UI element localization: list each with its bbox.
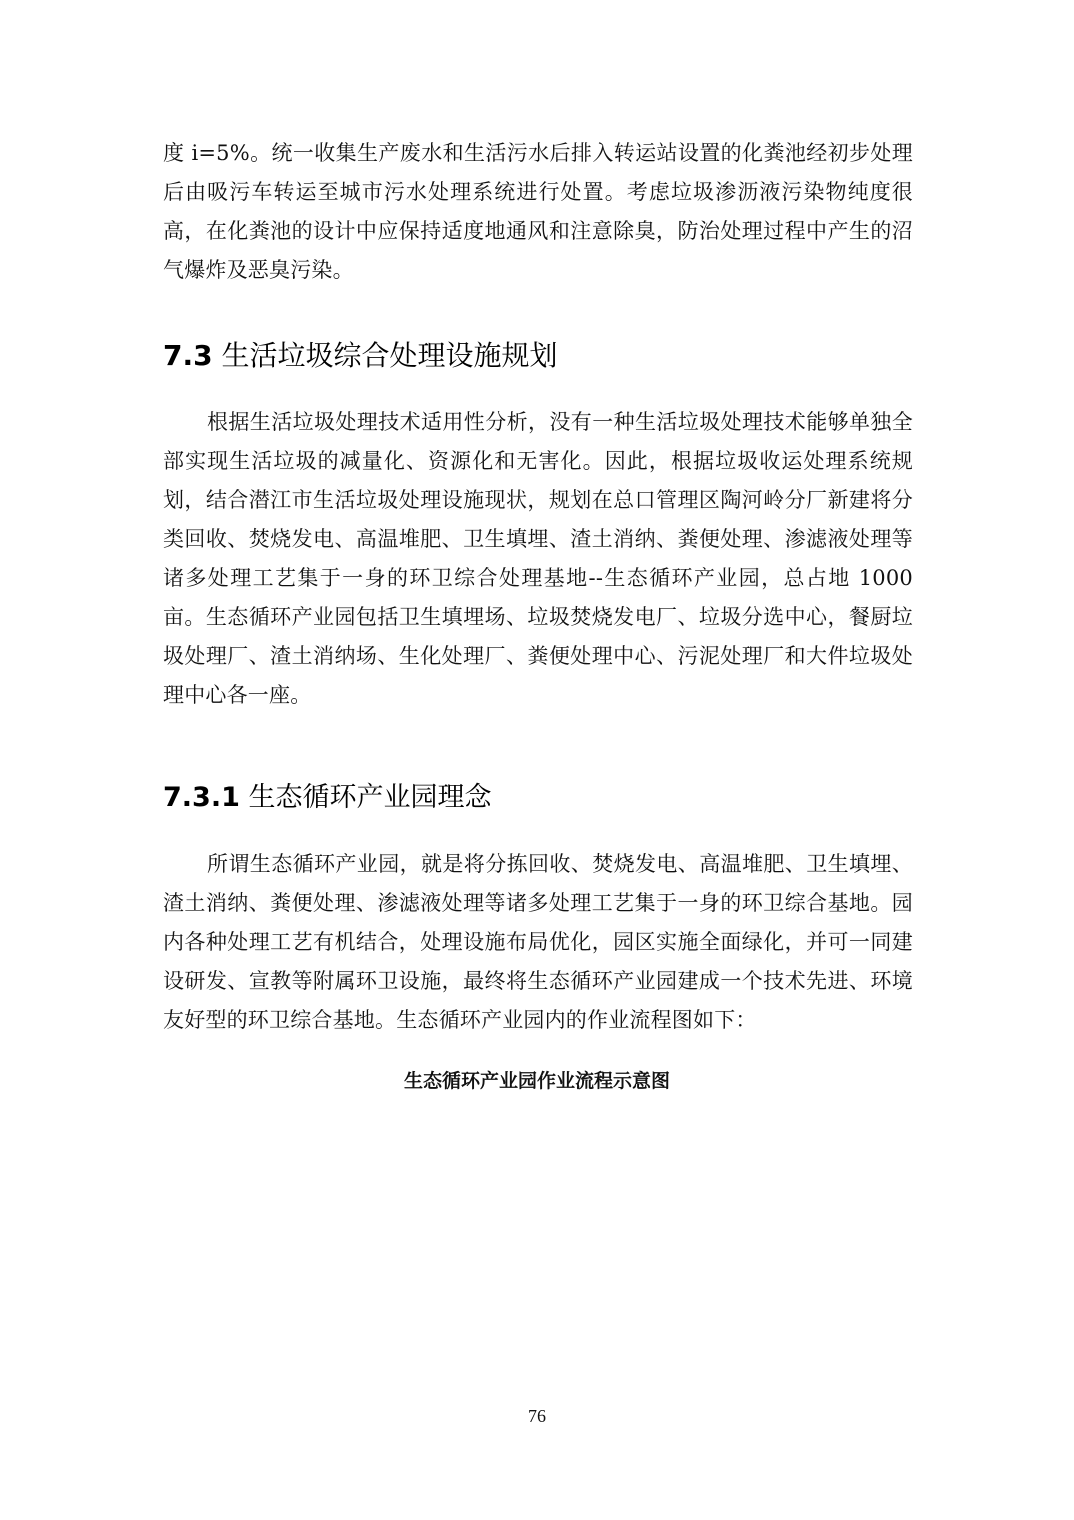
paragraph-section-7-3: 根据生活垃圾处理技术适用性分析，没有一种生活垃圾处理技术能够单独全部实现生活垃圾的减量化、资源化和无害化。因此，根据垃圾收运处理系统规划，结合潜江市生活垃圾处理设施现状，规划在总口管理区陶河岭分厂新建将分类回收、焚烧发电、高温堆肥、卫生填埋、渣土消纳、粪便处理、渗滤液处理等诸多处理工艺集于一身的环卫综合处理基地--生态循环产业园，总占地 1000 亩。生态循环产业园包括卫生填埋场、垃圾焚烧发电厂、垃圾分选中心，餐厨垃圾处理厂、渣土消纳场、生化处理厂、粪便处理中心、污泥处理厂和大件垃圾处理中心各一座。 [163, 410, 913, 707]
paragraph-section-7-3-1: 所谓生态循环产业园，就是将分拣回收、焚烧发电、高温堆肥、卫生填埋、渣土消纳、粪便处理、渗滤液处理等诸多处理工艺集于一身的环卫综合基地。园内各种处理工艺有机结合，处理设施布局优化，园区实施全面绿化，并可一同建设研发、宣教等附属环卫设施，最终将生态循环产业园建成一个技术先进、环境友好型的环卫综合基地。生态循环产业园内的作业流程图如下： [163, 852, 913, 1032]
section-number: 7.3 [163, 339, 213, 372]
page-number: 76 [528, 1406, 546, 1426]
figure-caption: 生态循环产业园作业流程示意图 [403, 1070, 670, 1092]
section-heading-7-3 [163, 334, 558, 374]
paragraph-intro: 度 i=5%。统一收集生产废水和生活污水后排入转运站设置的化粪池经初步处理后由吸污车转运至城市污水处理系统进行处置。考虑垃圾渗沥液污染物纯度很高，在化粪池的设计中应保持适度地通风和注意除臭，防治处理过程中产生的沼气爆炸及恶臭污染。 [163, 141, 913, 282]
subsection-title: 生态循环产业园理念 [248, 782, 492, 813]
subsection-number: 7.3.1 [163, 782, 240, 813]
section-heading-7-3-1 [163, 775, 491, 814]
section-title: 生活垃圾综合处理设施规划 [221, 339, 558, 372]
